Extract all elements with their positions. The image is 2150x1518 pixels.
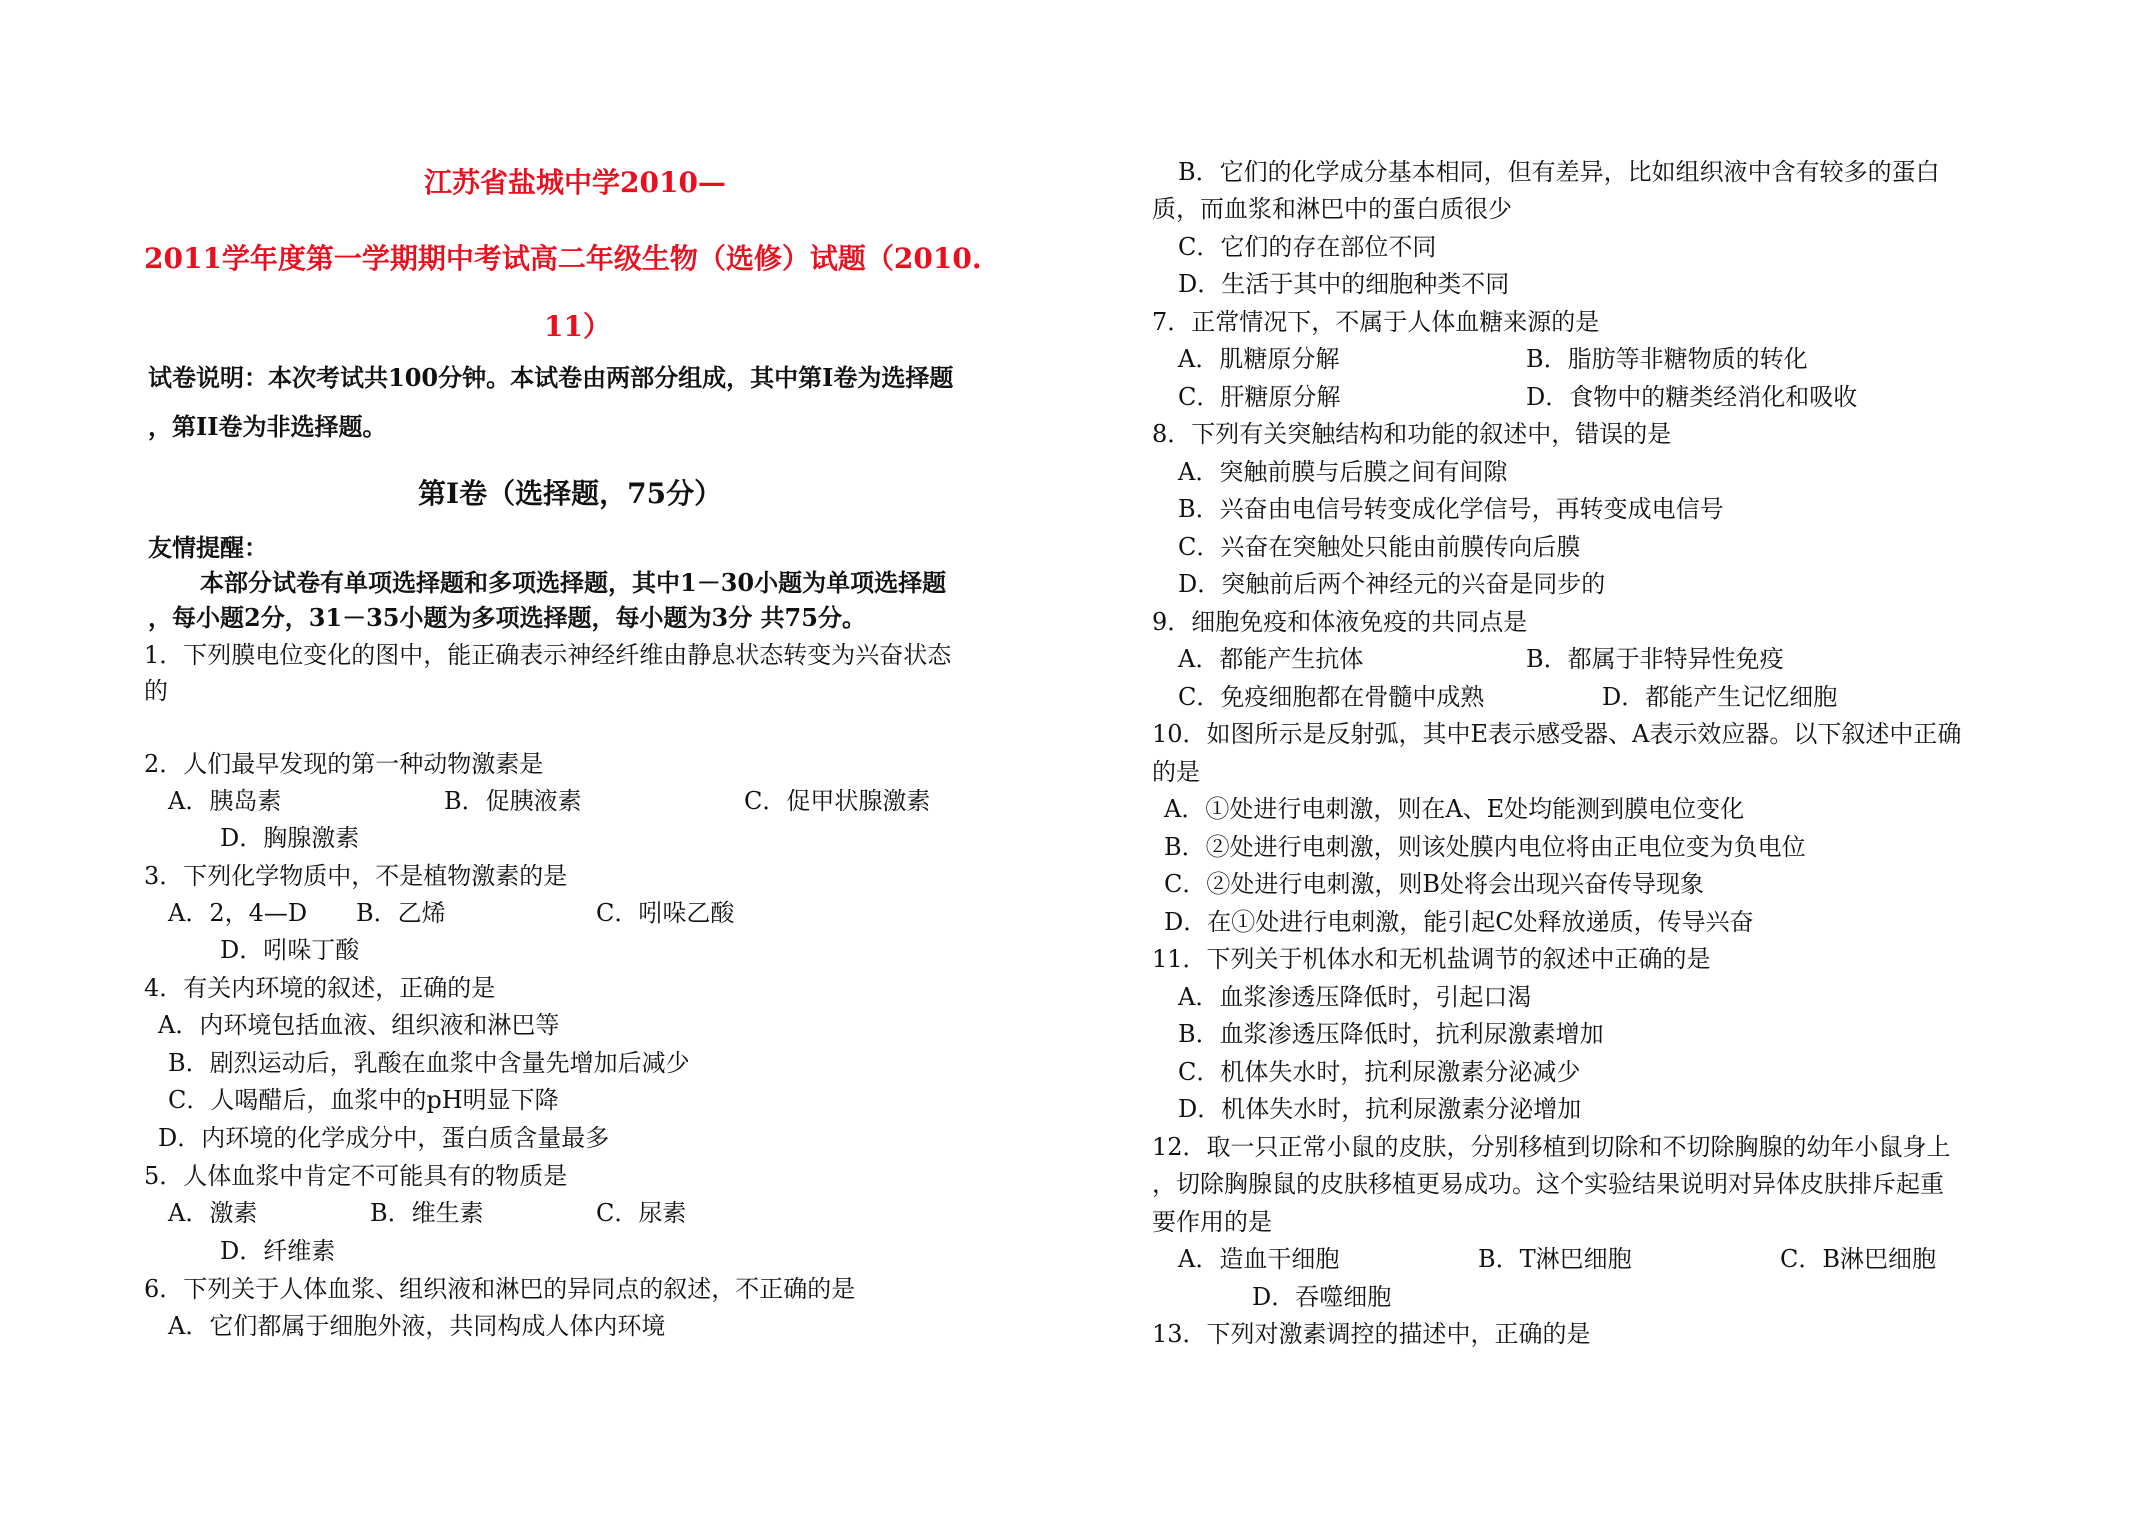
q3-option-b: B．乙烯 <box>356 899 446 927</box>
q2-stem: 2．人们最早发现的第一种动物激素是 <box>144 750 544 778</box>
q6-stem: 6．下列关于人体血浆、组织液和淋巴的异同点的叙述，不正确的是 <box>144 1275 856 1303</box>
q10-option-c: C．②处进行电刺激，则B处将会出现兴奋传导现象 <box>1164 870 1704 898</box>
q4-stem: 4．有关内环境的叙述，正确的是 <box>144 974 496 1002</box>
title-line-3: 11） <box>544 310 611 343</box>
q13-stem: 13．下列对激素调控的描述中，正确的是 <box>1152 1320 1591 1348</box>
q11-option-c: C．机体失水时，抗利尿激素分泌减少 <box>1178 1058 1581 1086</box>
q7-option-a: A．肌糖原分解 <box>1178 345 1340 373</box>
q10-option-a: A．①处进行电刺激，则在A、E处均能测到膜电位变化 <box>1164 795 1745 823</box>
q10-stem-line-2: 的是 <box>1152 758 1200 786</box>
q12-option-c: C．B淋巴细胞 <box>1780 1245 1936 1273</box>
q11-option-d: D．机体失水时，抗利尿激素分泌增加 <box>1178 1095 1582 1123</box>
q10-option-b: B．②处进行电刺激，则该处膜内电位将由正电位变为负电位 <box>1164 833 1806 861</box>
q10-stem-line-1: 10．如图所示是反射弧，其中E表示感受器、A表示效应器。以下叙述中正确 <box>1152 720 1962 748</box>
q8-option-d: D．突触前后两个神经元的兴奋是同步的 <box>1178 570 1606 598</box>
q5-option-c: C．尿素 <box>596 1199 687 1227</box>
q5-option-d: D．纤维素 <box>220 1237 336 1265</box>
q12-stem-line-3: 要作用的是 <box>1152 1208 1272 1236</box>
q12-stem-line-1: 12．取一只正常小鼠的皮肤，分别移植到切除和不切除胸腺的幼年小鼠身上 <box>1152 1133 1951 1161</box>
q11-stem: 11．下列关于机体水和无机盐调节的叙述中正确的是 <box>1152 945 1711 973</box>
q12-option-a: A．造血干细胞 <box>1178 1245 1340 1273</box>
q6-option-d: D．生活于其中的细胞种类不同 <box>1178 270 1510 298</box>
q9-option-d: D．都能产生记忆细胞 <box>1602 683 1838 711</box>
q5-option-a: A．激素 <box>168 1199 258 1227</box>
q8-option-a: A．突触前膜与后膜之间有间隙 <box>1178 458 1508 486</box>
q4-option-c: C．人喝醋后，血浆中的pH明显下降 <box>168 1086 559 1114</box>
q6-option-b-line-1: B．它们的化学成分基本相同，但有差异，比如组织液中含有较多的蛋白 <box>1178 158 1940 186</box>
q6-option-b-line-2: 质，而血浆和淋巴中的蛋白质很少 <box>1152 195 1512 223</box>
q4-option-a: A．内环境包括血液、组织液和淋巴等 <box>158 1011 560 1039</box>
q7-option-d: D．食物中的糖类经消化和吸收 <box>1526 383 1858 411</box>
q3-option-c: C．吲哚乙酸 <box>596 899 735 927</box>
q4-option-d: D．内环境的化学成分中，蛋白质含量最多 <box>158 1124 610 1152</box>
q8-option-b: B．兴奋由电信号转变成化学信号，再转变成电信号 <box>1178 495 1724 523</box>
q10-option-d: D．在①处进行电刺激，能引起C处释放递质，传导兴奋 <box>1164 908 1754 936</box>
q3-stem: 3．下列化学物质中，不是植物激素的是 <box>144 862 568 890</box>
q4-option-b: B．剧烈运动后，乳酸在血浆中含量先增加后减少 <box>168 1049 690 1077</box>
q3-option-a: A．2，4—D <box>168 899 308 927</box>
section-heading: 第I卷（选择题，75分） <box>418 477 723 510</box>
title-line-1: 江苏省盐城中学2010— <box>424 166 726 199</box>
q9-option-c: C．免疫细胞都在骨髓中成熟 <box>1178 683 1485 711</box>
q2-option-b: B．促胰液素 <box>444 787 582 815</box>
q8-option-c: C．兴奋在突触处只能由前膜传向后膜 <box>1178 533 1581 561</box>
q6-option-a: A．它们都属于细胞外液，共同构成人体内环境 <box>168 1312 666 1340</box>
tip-line-2: ，每小题2分，31－35小题为多项选择题，每小题为3分 共75分。 <box>148 603 866 632</box>
q6-option-c: C．它们的存在部位不同 <box>1178 233 1437 261</box>
q5-stem: 5．人体血浆中肯定不可能具有的物质是 <box>144 1162 568 1190</box>
q2-option-d: D．胸腺激素 <box>220 824 360 852</box>
q7-option-b: B．脂肪等非糖物质的转化 <box>1526 345 1808 373</box>
q5-option-b: B．维生素 <box>370 1199 484 1227</box>
q2-option-c: C．促甲状腺激素 <box>744 787 931 815</box>
instructions-line-2: ，第II卷为非选择题。 <box>148 412 387 441</box>
q8-stem: 8．下列有关突触结构和功能的叙述中，错误的是 <box>1152 420 1672 448</box>
instructions-line-1: 试卷说明：本次考试共100分钟。本试卷由两部分组成，其中第I卷为选择题 <box>148 363 954 392</box>
q12-option-b: B．T淋巴细胞 <box>1478 1245 1632 1273</box>
q3-option-d: D．吲哚丁酸 <box>220 936 360 964</box>
q2-option-a: A．胰岛素 <box>168 787 282 815</box>
q11-option-a: A．血浆渗透压降低时，引起口渴 <box>1178 983 1532 1011</box>
q9-option-b: B．都属于非特异性免疫 <box>1526 645 1784 673</box>
q12-stem-line-2: ，切除胸腺鼠的皮肤移植更易成功。这个实验结果说明对异体皮肤排斥起重 <box>1152 1170 1944 1198</box>
title-line-2: 2011学年度第一学期期中考试高二年级生物（选修）试题（2010. <box>144 242 982 275</box>
tip-line-1: 本部分试卷有单项选择题和多项选择题，其中1－30小题为单项选择题 <box>200 568 947 597</box>
q11-option-b: B．血浆渗透压降低时，抗利尿激素增加 <box>1178 1020 1604 1048</box>
q1-stem-line-2: 的 <box>144 677 168 705</box>
q1-stem-line-1: 1．下列膜电位变化的图中，能正确表示神经纤维由静息状态转变为兴奋状态 <box>144 641 952 669</box>
q9-stem: 9．细胞免疫和体液免疫的共同点是 <box>1152 608 1528 636</box>
tip-label: 友情提醒： <box>148 533 268 562</box>
q12-option-d: D．吞噬细胞 <box>1252 1283 1392 1311</box>
q9-option-a: A．都能产生抗体 <box>1178 645 1364 673</box>
q7-option-c: C．肝糖原分解 <box>1178 383 1341 411</box>
q7-stem: 7．正常情况下，不属于人体血糖来源的是 <box>1152 308 1600 336</box>
